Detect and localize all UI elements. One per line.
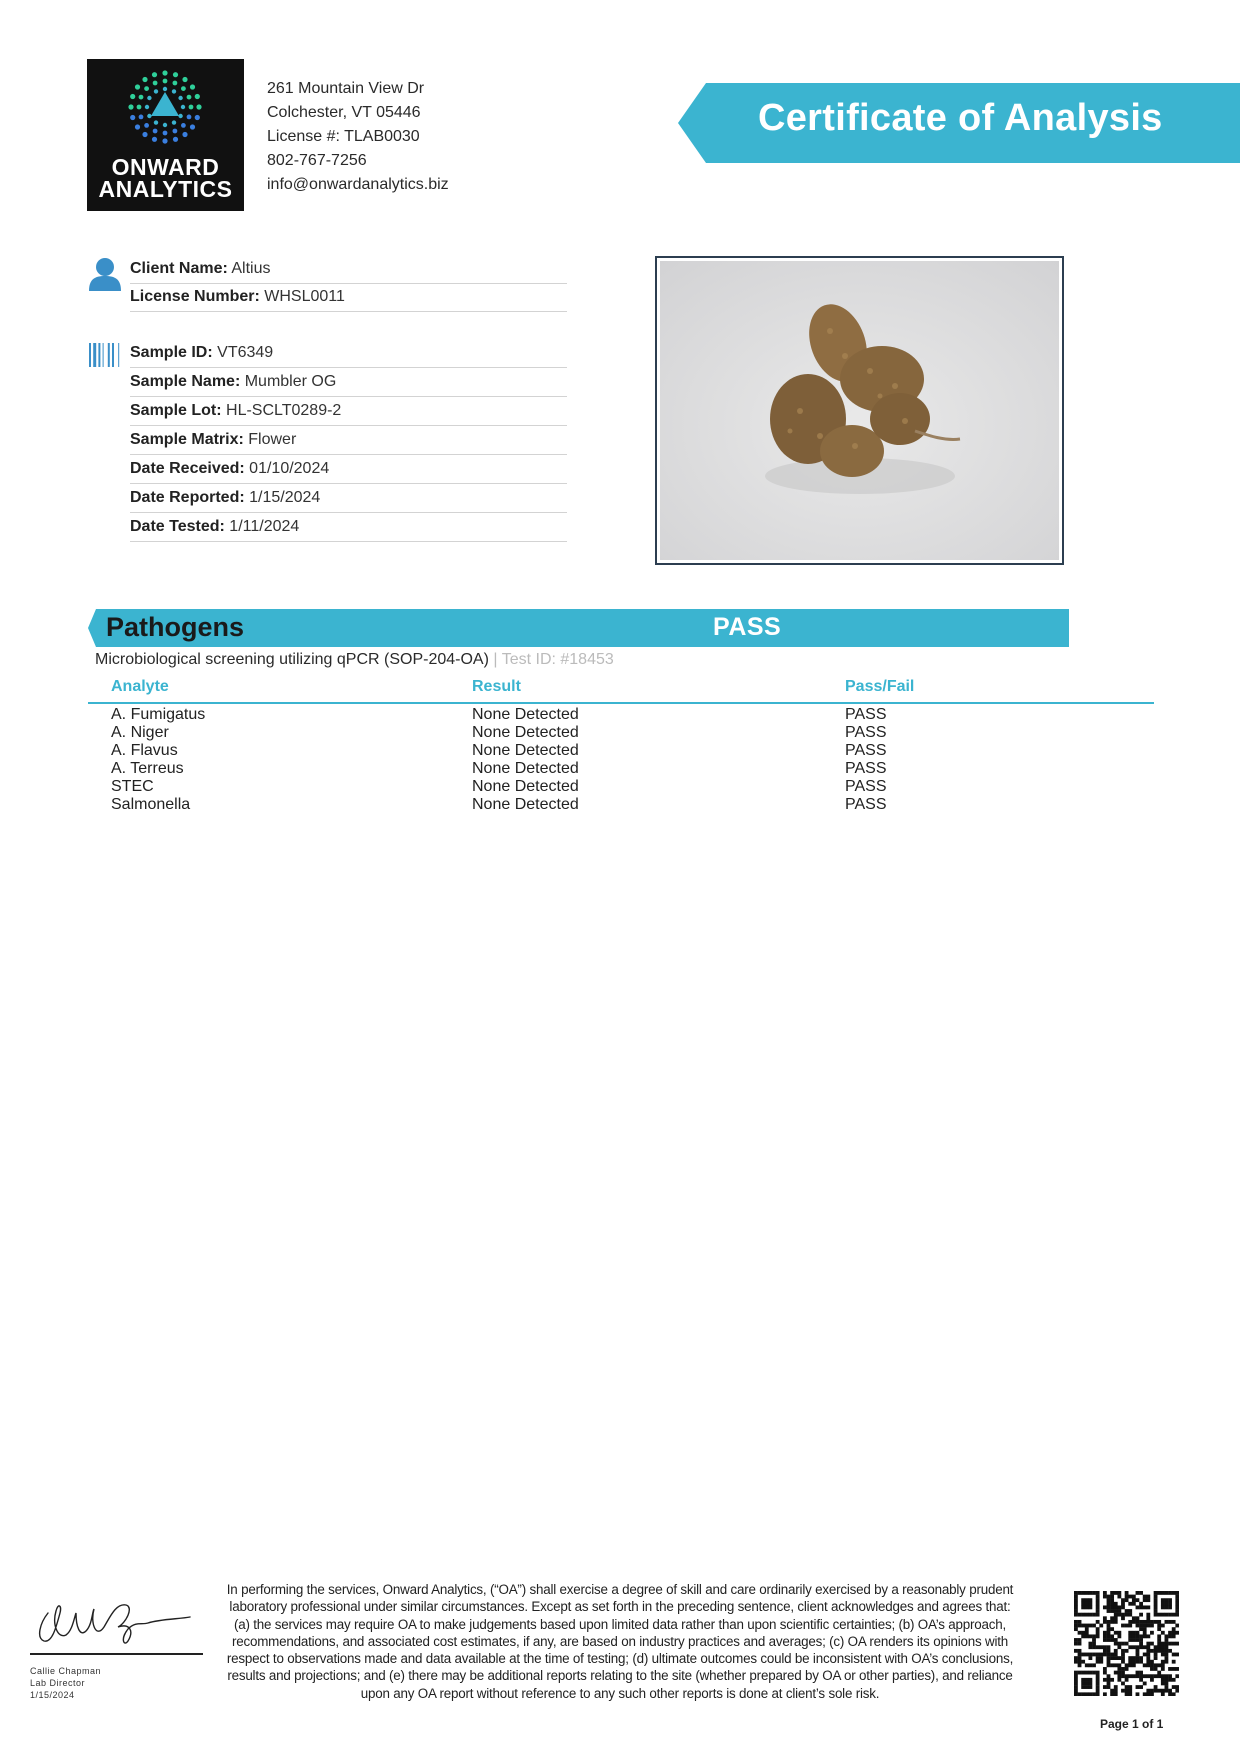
sample-name-label: Sample Name: [130,373,241,390]
date-received-row [130,456,567,484]
signatory-date: 1/15/2024 [30,1690,75,1700]
passfail-cell: PASS [845,724,887,741]
date-reported-value: 1/15/2024 [249,489,321,506]
result-cell: None Detected [472,724,579,741]
date-tested-row [130,514,567,542]
table-row [88,778,1154,796]
signatory-role: Lab Director [30,1678,86,1688]
sample-lot-row [130,398,567,426]
lab-address-line2: Colchester, VT 05446 [267,104,421,121]
column-header-analyte: Analyte [111,678,169,695]
logo-mark [87,59,244,159]
date-tested-label: Date Tested: [130,518,225,535]
sample-name-value: Mumbler OG [244,373,337,390]
client-license-row [130,284,567,312]
barcode-icon [89,343,122,367]
result-cell: None Detected [472,760,579,777]
title-banner [678,83,1240,163]
pathogens-header-bar [88,609,1069,647]
date-tested-value: 1/11/2024 [229,518,300,535]
pathogens-title: Pathogens [106,612,245,642]
client-name-row [130,256,567,284]
lab-contact-block [267,77,449,197]
passfail-cell: PASS [845,742,887,759]
client-info [130,256,567,312]
table-header [88,676,1154,704]
sample-matrix-value: Flower [248,431,297,448]
sample-matrix-row [130,427,567,455]
lab-address-line1: 261 Mountain View Dr [267,80,425,97]
date-received-label: Date Received: [130,460,245,477]
table-row [88,760,1154,778]
signature-image [30,1583,202,1653]
lab-phone: 802-767-7256 [267,152,367,169]
page-number: Page 1 of 1 [1100,1717,1164,1731]
pathogens-method [95,651,614,669]
company-logo [87,59,244,211]
lab-email[interactable]: info@onwardanalytics.biz [267,176,449,193]
analyte-cell: STEC [111,778,154,795]
qr-code[interactable] [1074,1591,1179,1696]
legal-disclaimer: In performing the services, Onward Analytics, (“OA”) shall exercise a degree of skill and care ordinarily exercised by a reasonably prudent laboratory professional under similar circumstances. Except as set forth in the preceding sentence, client acknowledges and agrees that: (a) the services may require OA to make judgements based upon limited data rather than upon scientific certainties; (b) OA’s approach, recommendations, and associated cost estimates, if any, are based on industry practices and averages; (c) OA renders its opinions with respect to observations made and data available at the time of testing; (d) ultimate outcomes could be inconsistent with OA’s conclusions, results and projections; and (e) there may be additional reports relating to the site (whether prepared by OA or other parties), and reliance upon any OA report without reference to any such other reports is done at client’s sole risk. [226,1582,1014,1701]
pathogens-table [88,676,1154,814]
table-row [88,724,1154,742]
client-license-value: WHSL0011 [264,288,345,305]
logo-text-line1: ONWARD [111,154,220,180]
passfail-cell: PASS [845,706,887,723]
method-separator: | [493,651,498,668]
client-license-label: License Number: [130,288,260,305]
result-cell: None Detected [472,778,579,795]
sample-photo [655,256,1064,565]
test-id: Test ID: #18453 [501,651,614,668]
passfail-cell: PASS [845,796,887,813]
sample-matrix-label: Sample Matrix: [130,431,244,448]
result-cell: None Detected [472,742,579,759]
analyte-cell: A. Fumigatus [111,706,206,723]
signature-line [30,1653,203,1655]
date-reported-row [130,485,567,513]
analyte-cell: Salmonella [111,796,191,813]
sample-name-row [130,369,567,397]
column-header-passfail: Pass/Fail [845,678,915,695]
column-header-result: Result [472,678,521,695]
passfail-cell: PASS [845,760,887,777]
document-title: Certificate of Analysis [758,97,1163,139]
sample-photo-image [660,261,1059,560]
person-icon [89,257,121,291]
sample-lot-value: HL-SCLT0289-2 [226,402,342,419]
result-cell: None Detected [472,796,579,813]
date-received-value: 01/10/2024 [249,460,330,477]
signatory-name: Callie Chapman [30,1666,102,1676]
pathogens-status-badge: PASS [713,613,782,641]
logo-text-line2: ANALYTICS [98,176,233,202]
analyte-cell: A. Terreus [111,760,184,777]
sample-lot-label: Sample Lot: [130,402,222,419]
sample-info [130,340,567,543]
table-row [88,796,1154,814]
sample-id-value: VT6349 [217,344,274,361]
date-reported-label: Date Reported: [130,489,245,506]
sample-id-row [130,340,567,368]
table-row [88,706,1154,724]
client-name-value: Altius [231,260,271,277]
client-name-label: Client Name: [130,260,228,277]
lab-license: License #: TLAB0030 [267,128,420,145]
signatory-details [30,1665,101,1701]
analyte-cell: A. Niger [111,724,169,741]
table-row [88,742,1154,760]
analyte-cell: A. Flavus [111,742,178,759]
method-text: Microbiological screening utilizing qPCR (SOP-204-OA) [95,651,489,668]
passfail-cell: PASS [845,778,887,795]
result-cell: None Detected [472,706,579,723]
sample-id-label: Sample ID: [130,344,213,361]
